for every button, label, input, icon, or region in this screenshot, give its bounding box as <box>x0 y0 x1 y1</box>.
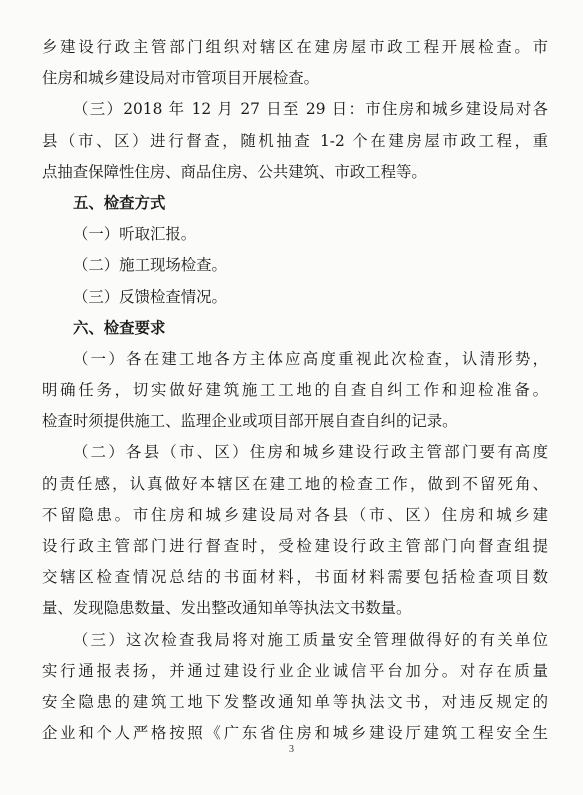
list-item: （一）听取汇报。 <box>73 225 197 244</box>
text-line: 不留隐患。市住房和城乡建设局对各县（市、区）住房和城乡建 <box>42 505 548 524</box>
text-line: 企业和个人严格按照《广东省住房和城乡建设厅建筑工程安全生 <box>42 724 548 743</box>
document-body <box>42 32 548 749</box>
text-line: 实行通报表扬，并通过建设行业企业诚信平台加分。对存在质量 <box>42 661 548 680</box>
text-line: 设行政主管部门进行督查时，受检建设行政主管部门向督查组提 <box>42 537 548 555</box>
text-line: 乡建设行政主管部门组织对辖区在建房屋市政工程开展检查。市 <box>42 38 548 56</box>
text-line: 检查时须提供施工、监理企业或项目部开展自查自纠的记录。 <box>42 412 458 431</box>
text-line: （二）各县（市、区）住房和城乡建设行政主管部门要有高度 <box>73 443 548 462</box>
text-line: （三）2018 年 12 月 27 日至 29 日：市住房和城乡建设局对各 <box>73 100 548 119</box>
text-line: （一）各在建工地各方主体应高度重视此次检查，认清形势， <box>73 349 548 368</box>
text-line: 住房和城乡建设局对市管项目开展检查。 <box>42 69 320 88</box>
text-line: 明确任务，切实做好建筑施工工地的自查自纠工作和迎检准备。 <box>42 381 548 400</box>
list-item: （三）反馈检查情况。 <box>73 287 227 306</box>
text-line: 量、发现隐患数量、发出整改通知单等执法文书数量。 <box>42 599 412 618</box>
text-line: 点抽查保障性住房、商品住房、公共建筑、市政工程等。 <box>42 162 427 181</box>
section-heading: 六、检查要求 <box>73 318 166 337</box>
section-heading: 五、检查方式 <box>73 193 166 212</box>
page-number: 3 <box>289 744 294 755</box>
text-line: 交辖区检查情况总结的书面材料，书面材料需要包括检查项目数 <box>42 568 548 587</box>
text-line: 安全隐患的建筑工地下发整改通知单等执法文书，对违反规定的 <box>42 692 548 711</box>
text-line: 县（市、区）进行督查，随机抽查 1-2 个在建房屋市政工程，重 <box>42 131 548 150</box>
text-line: 的责任感，认真做好本辖区在建工地的检查工作，做到不留死角、 <box>42 474 548 493</box>
text-line: （三）这次检查我局将对施工质量安全管理做得好的有关单位 <box>73 630 548 649</box>
list-item: （二）施工现场检查。 <box>73 256 227 275</box>
